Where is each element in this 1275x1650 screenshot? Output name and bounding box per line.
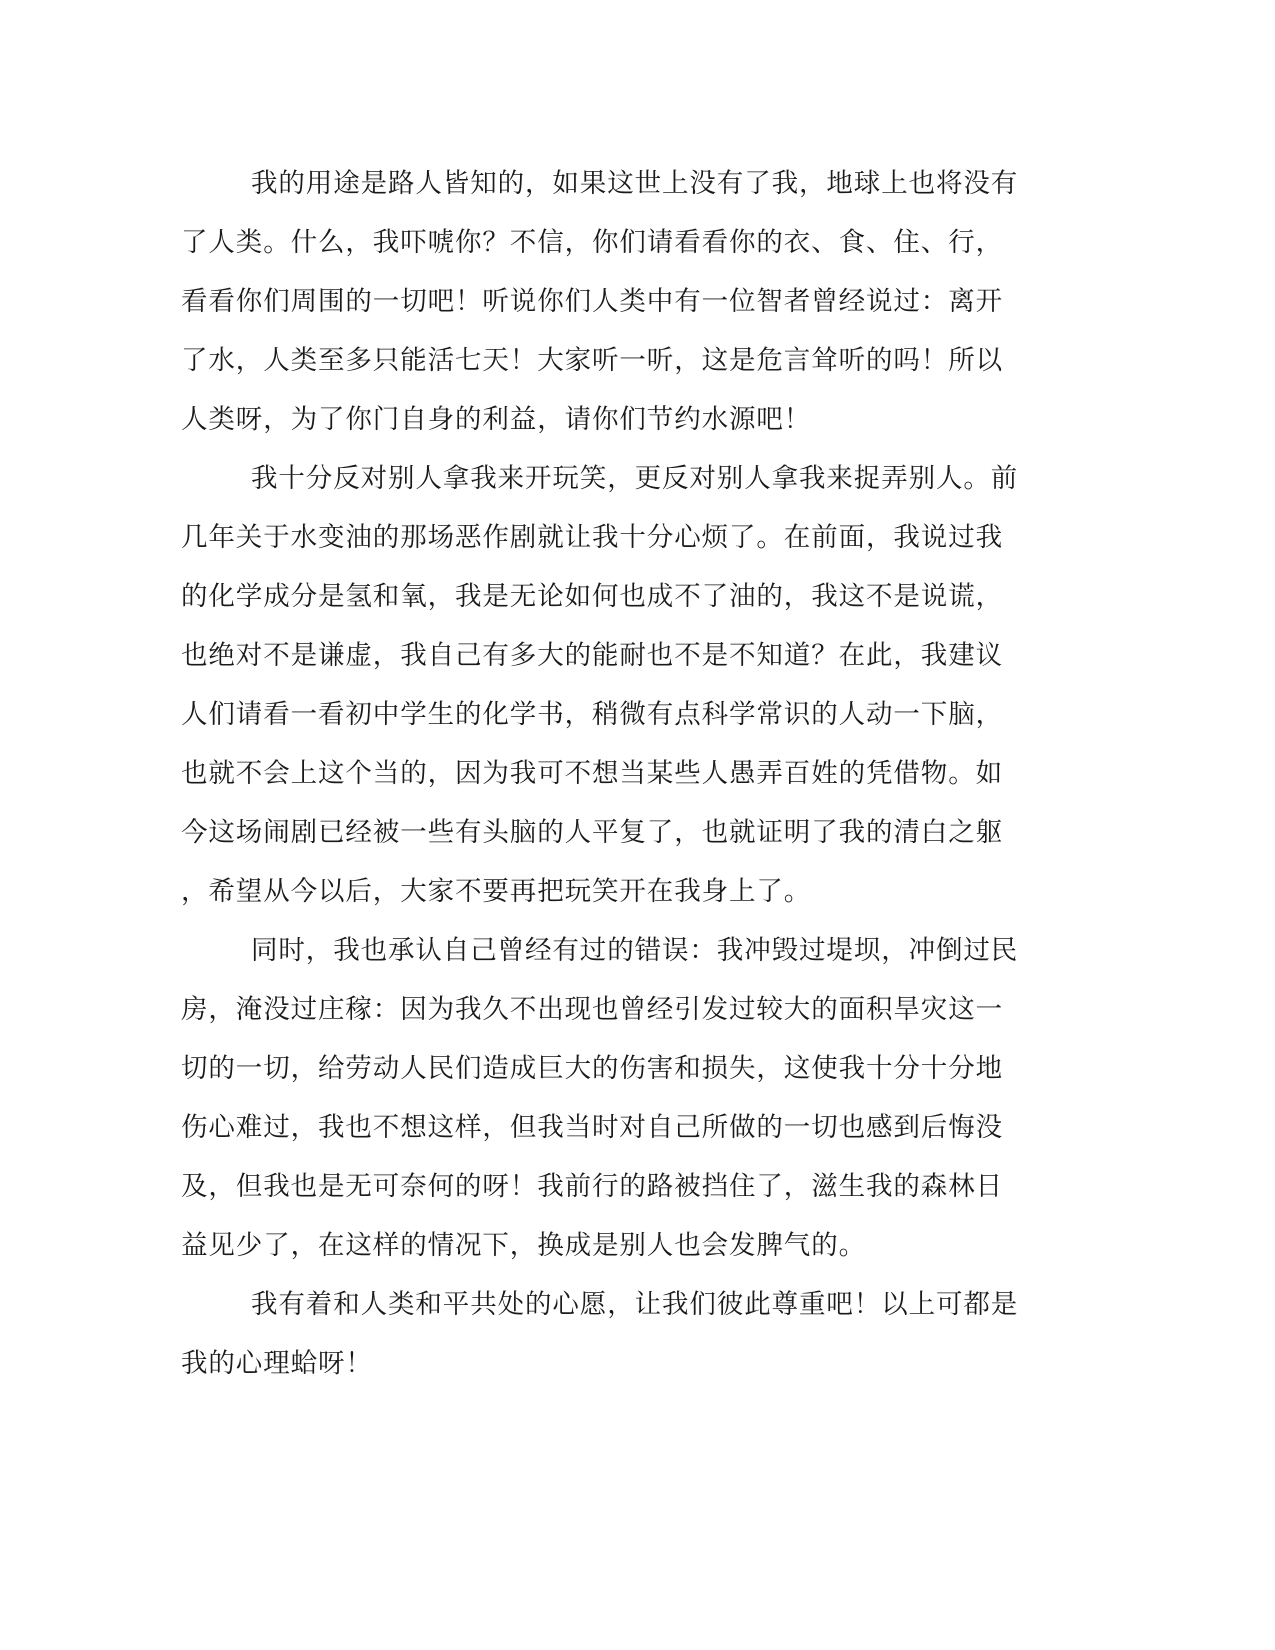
text-line: 我十分反对别人拿我来开玩笑，更反对别人拿我来捉弄别人。前 (251, 463, 1019, 494)
text-line: 我的用途是路人皆知的，如果这世上没有了我，地球上也将没有 (251, 168, 1019, 199)
text-line: 同时，我也承认自己曾经有过的错误：我冲毁过堤坝，冲倒过民 (251, 935, 1019, 966)
text-line: 伤心难过，我也不想这样，但我当时对自己所做的一切也感到后悔没 (181, 1112, 1003, 1143)
text-line: 也就不会上这个当的，因为我可不想当某些人愚弄百姓的凭借物。如 (181, 758, 1003, 789)
text-line: 看看你们周围的一切吧！听说你们人类中有一位智者曾经说过：离开 (181, 286, 1003, 317)
text-line: 人类呀，为了你门自身的利益，请你们节约水源吧！ (181, 404, 812, 435)
text-line: 益见少了，在这样的情况下，换成是别人也会发脾气的。 (181, 1230, 866, 1261)
text-line: 房，淹没过庄稼：因为我久不出现也曾经引发过较大的面积旱灾这一 (181, 994, 1003, 1025)
text-line: 及，但我也是无可奈何的呀！我前行的路被挡住了，滋生我的森林日 (181, 1171, 1003, 1202)
text-line: 了人类。什么，我吓唬你？不信，你们请看看你的衣、食、住、行， (181, 227, 1003, 258)
text-line: 今这场闹剧已经被一些有头脑的人平复了，也就证明了我的清白之躯 (181, 817, 1003, 848)
paragraph-4 (181, 1275, 1031, 1393)
text-line: 的化学成分是氢和氧，我是无论如何也成不了油的，我这不是说谎， (181, 581, 1003, 612)
text-line: 我的心理蛤呀！ (181, 1348, 373, 1379)
text-line: 几年关于水变油的那场恶作剧就让我十分心烦了。在前面，我说过我 (181, 522, 1003, 553)
text-line: 人们请看一看初中学生的化学书，稍微有点科学常识的人动一下脑， (181, 699, 1003, 730)
text-line: 切的一切，给劳动人民们造成巨大的伤害和损失，这使我十分十分地 (181, 1053, 1003, 1084)
document-body (181, 154, 1031, 1393)
paragraph-3 (181, 921, 1031, 1275)
text-line: 也绝对不是谦虚，我自己有多大的能耐也不是不知道？在此，我建议 (181, 640, 1003, 671)
text-line: 我有着和人类和平共处的心愿，让我们彼此尊重吧！以上可都是 (251, 1289, 1019, 1320)
paragraph-1 (181, 154, 1031, 449)
paragraph-2 (181, 449, 1031, 921)
text-line: 了水，人类至多只能活七天！大家听一听，这是危言耸听的吗！所以 (181, 345, 1003, 376)
text-line: ，希望从今以后，大家不要再把玩笑开在我身上了。 (181, 876, 812, 907)
